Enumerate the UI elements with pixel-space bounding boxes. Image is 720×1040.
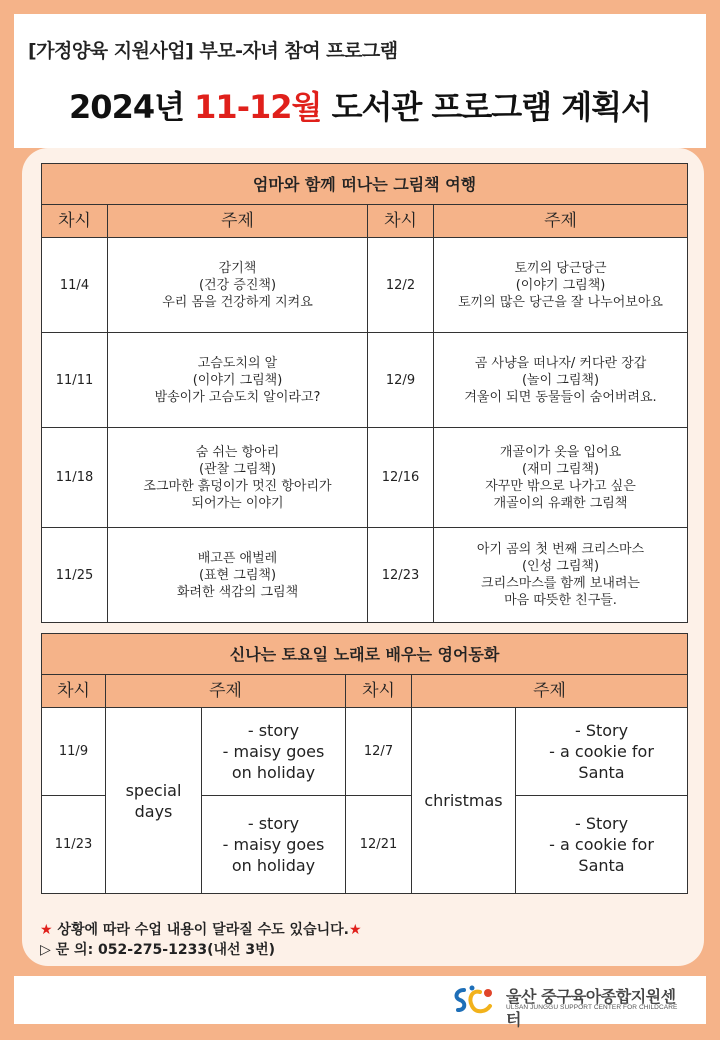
session-topic: 아기 곰의 첫 번째 크리스마스 (인성 그림책) 크리스마스를 함께 보내려는 마음 따뜻한 친구들. bbox=[434, 528, 688, 623]
picture-book-title: 엄마와 함께 떠나는 그림책 여행 bbox=[42, 164, 688, 205]
session-date: 11/4 bbox=[42, 238, 108, 333]
session-date: 11/18 bbox=[42, 428, 108, 528]
session-topic: 감기책 (건강 증진책) 우리 몸을 건강하게 지켜요 bbox=[108, 238, 368, 333]
english-title: 신나는 토요일 노래로 배우는 영어동화 bbox=[42, 634, 688, 675]
col-session: 차시 bbox=[368, 205, 434, 238]
star-icon: ★ bbox=[348, 922, 362, 938]
session-topic: 곰 사냥을 떠나자/ 커다란 장갑 (놀이 그림책) 겨울이 되면 동물들이 숨어버려요. bbox=[434, 333, 688, 428]
session-date: 12/7 bbox=[346, 708, 412, 796]
session-detail: - story - maisy goes on holiday bbox=[202, 708, 346, 796]
star-icon: ★ bbox=[40, 922, 53, 938]
col-session: 차시 bbox=[42, 675, 106, 708]
session-date: 12/16 bbox=[368, 428, 434, 528]
col-topic: 주제 bbox=[106, 675, 346, 708]
col-topic: 주제 bbox=[434, 205, 688, 238]
session-detail: - Story - a cookie for Santa bbox=[516, 796, 688, 894]
session-date: 12/23 bbox=[368, 528, 434, 623]
session-date: 11/25 bbox=[42, 528, 108, 623]
session-topic: 숨 쉬는 항아리 (관찰 그림책) 조그마한 흙덩이가 멋진 항아리가 되어가는 이야기 bbox=[108, 428, 368, 528]
session-date: 11/9 bbox=[42, 708, 106, 796]
table-row bbox=[42, 428, 688, 528]
session-detail: - Story - a cookie for Santa bbox=[516, 708, 688, 796]
program-subtitle: [가정양육 지원사업] 부모-자녀 참여 프로그램 bbox=[28, 40, 398, 62]
session-date: 12/9 bbox=[368, 333, 434, 428]
notes bbox=[40, 920, 362, 960]
picture-book-table bbox=[41, 163, 688, 623]
session-detail: - story - maisy goes on holiday bbox=[202, 796, 346, 894]
notice-text: 상황에 따라 수업 내용이 달라질 수도 있습니다. bbox=[52, 922, 349, 938]
table-row bbox=[42, 528, 688, 623]
center-logo bbox=[450, 982, 690, 1029]
session-topic: 고슴도치의 알 (이야기 그림책) 밤송이가 고슴도치 알이라고? bbox=[108, 333, 368, 428]
col-topic: 주제 bbox=[412, 675, 688, 708]
session-topic: 개골이가 옷을 입어요 (재미 그림책) 자꾸만 밖으로 나가고 싶은 개골이의 유쾌한 그림책 bbox=[434, 428, 688, 528]
col-session: 차시 bbox=[346, 675, 412, 708]
session-date: 11/23 bbox=[42, 796, 106, 894]
contact-line: ▷ 문 의: 052-275-1233(내선 3번) bbox=[40, 942, 276, 958]
session-date: 12/21 bbox=[346, 796, 412, 894]
session-date: 12/2 bbox=[368, 238, 434, 333]
english-table bbox=[41, 633, 688, 894]
col-session: 차시 bbox=[42, 205, 108, 238]
col-topic: 주제 bbox=[108, 205, 368, 238]
notice-line bbox=[40, 920, 362, 940]
theme-christmas: christmas bbox=[412, 708, 516, 894]
center-name-english: ULSAN JUNGGU SUPPORT CENTER FOR CHILDCARE bbox=[506, 1004, 678, 1011]
table-row bbox=[42, 333, 688, 428]
title-rest: 도서관 프로그램 계획서 bbox=[321, 88, 651, 126]
session-topic: 토끼의 당근당근 (이야기 그림책) 토끼의 많은 당근을 잘 나누어보아요 bbox=[434, 238, 688, 333]
center-name: 울산 중구육아종합지원센터 bbox=[506, 987, 676, 1029]
table-row bbox=[42, 708, 688, 796]
session-date: 11/11 bbox=[42, 333, 108, 428]
session-topic: 배고픈 애벌레 (표현 그림책) 화려한 색감의 그림책 bbox=[108, 528, 368, 623]
title-year: 2024년 bbox=[69, 88, 195, 126]
table-row bbox=[42, 238, 688, 333]
center-logo-icon bbox=[450, 982, 500, 1018]
theme-special-days: special days bbox=[106, 708, 202, 894]
title-months: 11-12월 bbox=[194, 88, 322, 126]
page-title bbox=[0, 82, 720, 128]
